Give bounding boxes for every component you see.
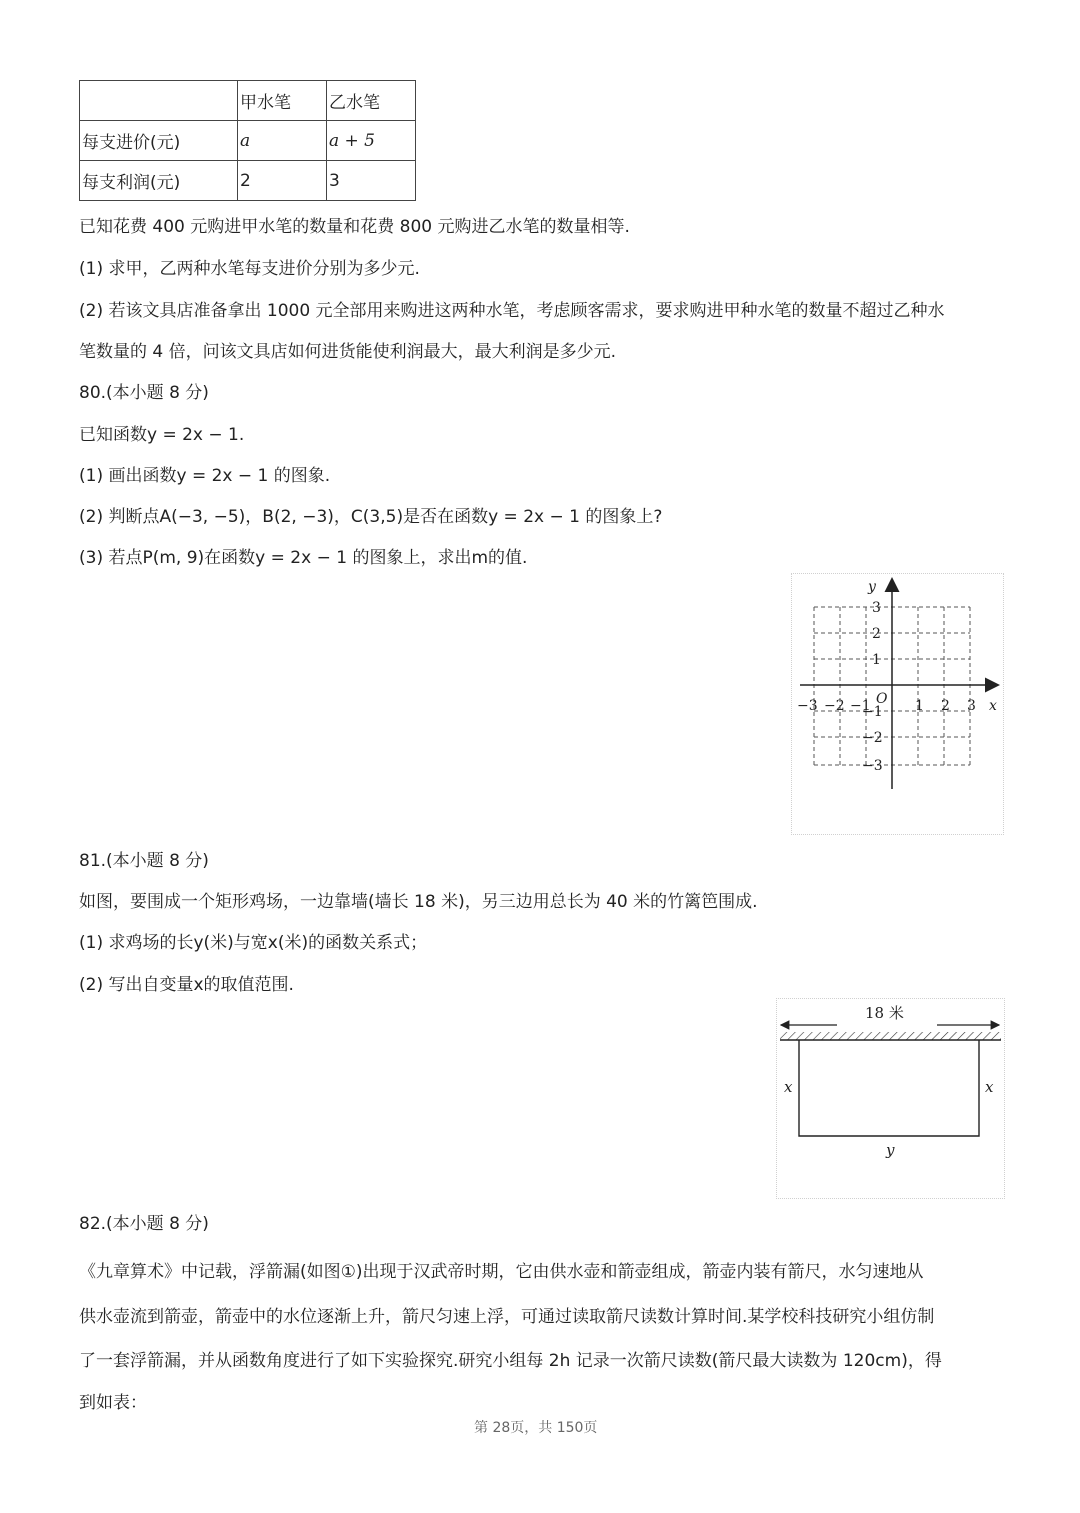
x-tick-label: −2 (824, 698, 845, 714)
q82-line3: 了一套浮箭漏，并从函数角度进行了如下实验探究.研究小组每 2h 记录一次箭尺读数(箭尺最大读数为 120cm)，得 (79, 1351, 942, 1371)
table-cell: 2 (238, 161, 327, 201)
q82-header: 82.(本小题 8 分) (79, 1214, 209, 1234)
q79-part2-line1: (2) 若该文具店准备拿出 1000 元全部用来购进这两种水笔，考虑顾客需求，要求购进甲种水笔的数量不超过乙种水 (79, 301, 945, 321)
y-tick-label: −1 (862, 704, 883, 720)
page-footer: 第 28页，共 150页 (474, 1420, 598, 1436)
x-tick-label: 1 (915, 698, 924, 714)
x-tick-label: −1 (850, 698, 871, 714)
table-header-cell: 乙水笔 (327, 81, 416, 121)
q79-part2-line2: 笔数量的 4 倍，问该文具店如何进货能使利润最大，最大利润是多少元. (79, 342, 617, 362)
x-tick-label: −3 (797, 698, 818, 714)
y-tick-label: 3 (872, 600, 881, 616)
chicken-coop-svg (777, 999, 1004, 1198)
y-tick-label: 2 (872, 626, 881, 642)
row-label: 每支利润(元) (80, 161, 238, 201)
q80-part1: (1) 画出函数y = 2x − 1 的图象. (79, 466, 331, 486)
right-side-label: x (985, 1078, 994, 1096)
table-header-cell (80, 81, 238, 121)
table-header-row (80, 81, 416, 121)
price-table (79, 80, 416, 201)
wall-length-label: 18 米 (865, 1004, 904, 1022)
chicken-coop-figure (776, 998, 1005, 1199)
q81-part1: (1) 求鸡场的长y(米)与宽x(米)的函数关系式； (79, 933, 428, 953)
q80-header: 80.(本小题 8 分) (79, 383, 209, 403)
q80-part2: (2) 判断点A(−3, −5)，B(2, −3)，C(3,5)是否在函数y = 2x − 1 的图象上? (79, 507, 663, 527)
q79-part1: (1) 求甲，乙两种水笔每支进价分别为多少元. (79, 259, 420, 279)
x-tick-label: 2 (941, 698, 950, 714)
q81-header: 81.(本小题 8 分) (79, 851, 209, 871)
q82-line1: 《九章算术》中记载，浮箭漏(如图①)出现于汉武帝时期，它由供水壶和箭壶组成，箭壶内装有箭尺，水匀速地从 (79, 1262, 924, 1282)
origin-label: O (876, 691, 888, 707)
x-tick-label: 3 (967, 698, 976, 714)
table-cell: a + 5 (327, 121, 416, 161)
q80-intro: 已知函数y = 2x − 1. (79, 425, 245, 445)
y-tick-label: 1 (872, 652, 881, 668)
table-cell: 3 (327, 161, 416, 201)
y-tick-label: −3 (862, 758, 883, 774)
table-row (80, 121, 416, 161)
wall-hatching (780, 1032, 1001, 1040)
left-side-label: x (784, 1078, 793, 1096)
bottom-side-label: y (886, 1141, 895, 1159)
q79-text: 已知花费 400 元购进甲水笔的数量和花费 800 元购进乙水笔的数量相等. (79, 217, 630, 237)
table-row (80, 161, 416, 201)
q81-part2: (2) 写出自变量x的取值范围. (79, 975, 294, 995)
table-header-cell: 甲水笔 (238, 81, 327, 121)
y-tick-label: −2 (862, 730, 883, 746)
coordinate-grid-figure (791, 573, 1004, 835)
y-axis-label: y (868, 579, 876, 595)
table-cell: a (238, 121, 327, 161)
q82-line4: 到如表： (79, 1393, 147, 1413)
fence-outline (799, 1040, 979, 1136)
q80-part3: (3) 若点P(m, 9)在函数y = 2x − 1 的图象上，求出m的值. (79, 548, 528, 568)
row-label: 每支进价(元) (80, 121, 238, 161)
x-axis-label: x (989, 698, 997, 714)
coordinate-grid-svg (792, 574, 1003, 834)
q82-line2: 供水壶流到箭壶，箭壶中的水位逐渐上升，箭尺匀速上浮，可通过读取箭尺读数计算时间.某学校科技研究小组仿制 (79, 1307, 935, 1327)
q81-intro: 如图，要围成一个矩形鸡场，一边靠墙(墙长 18 米)，另三边用总长为 40 米的竹篱笆围成. (79, 892, 758, 912)
